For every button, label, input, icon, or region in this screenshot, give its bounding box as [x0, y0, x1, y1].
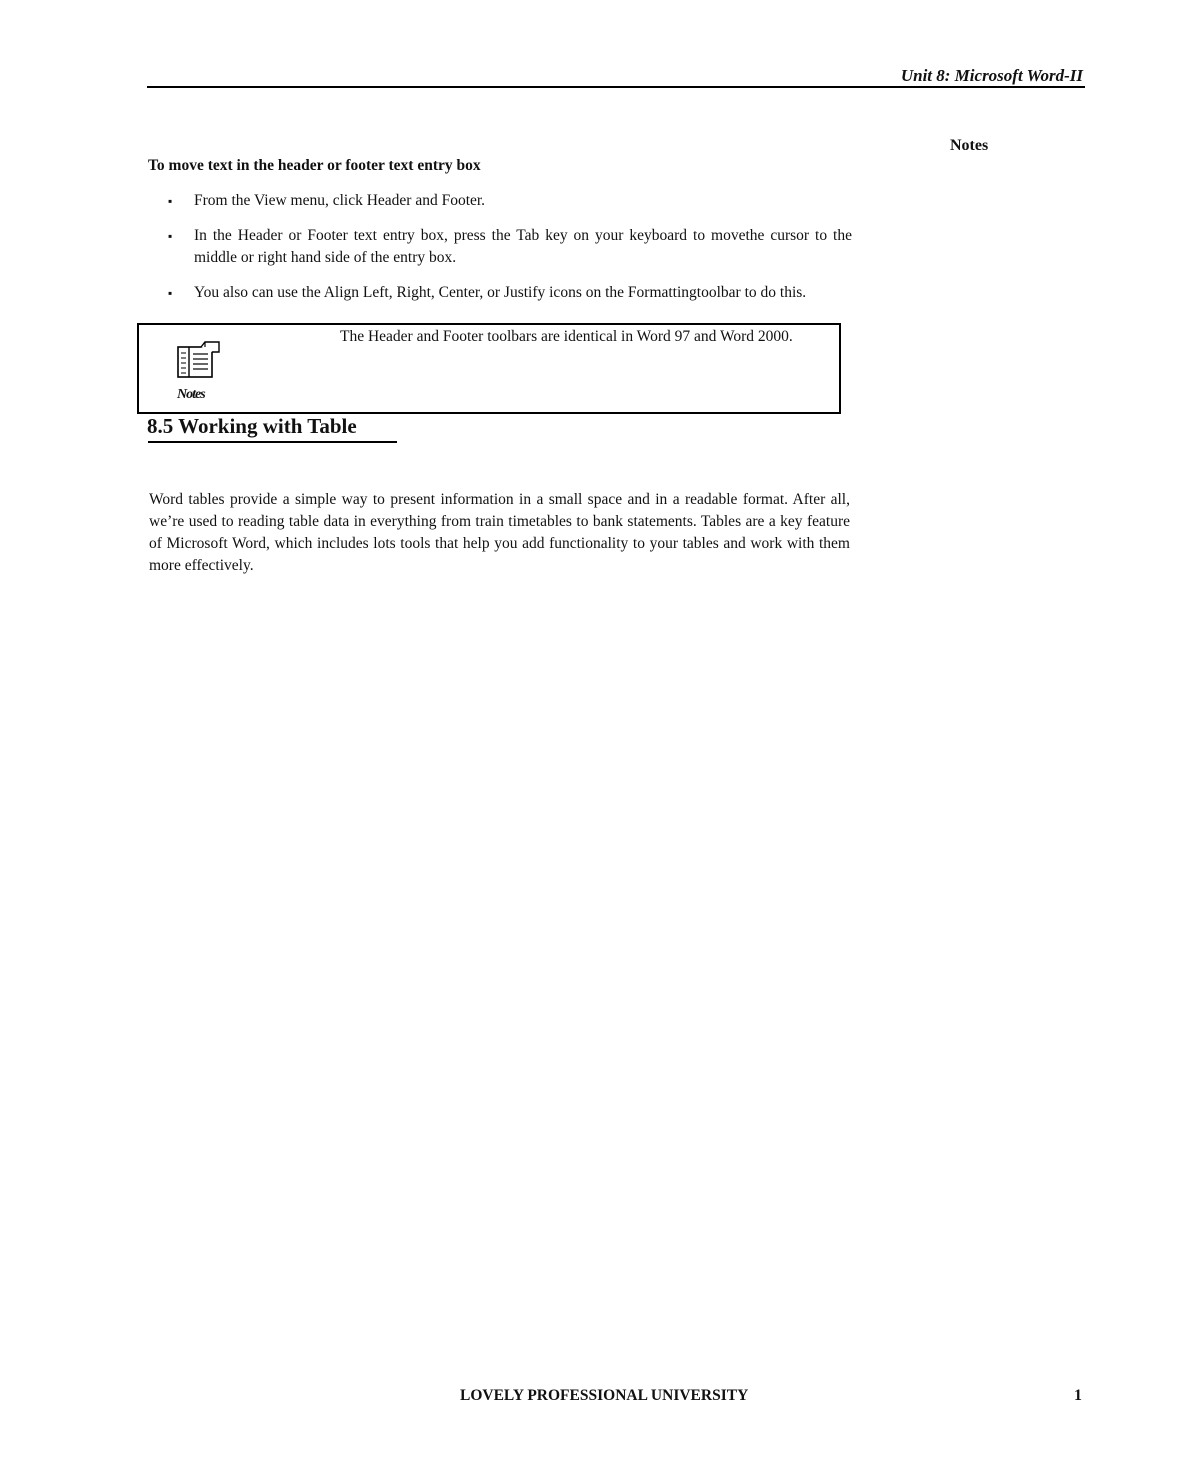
- note-icon-label: Notes: [177, 387, 205, 402]
- section-heading-underline: [148, 441, 397, 443]
- list-item: [168, 225, 852, 269]
- running-header-title: Unit 8: Microsoft Word-II: [900, 66, 1083, 85]
- square-bullet-icon: ▪: [168, 194, 173, 208]
- list-item-text: In the Header or Footer text entry box, press the Tab key on your keyboard to movethe cursor to the middle or right hand side of the entry box.: [194, 227, 852, 266]
- section-heading: 8.5 Working with Table: [147, 414, 357, 438]
- square-bullet-icon: ▪: [168, 286, 173, 300]
- margin-notes-label: Notes: [950, 137, 989, 154]
- list-item: [168, 190, 852, 212]
- note-text: The Header and Footer toolbars are identical in Word 97 and Word 2000.: [340, 328, 793, 345]
- notebook-icon: [175, 341, 221, 379]
- instructions-heading: To move text in the header or footer text entry box: [148, 157, 481, 174]
- page-number: 1: [1074, 1387, 1082, 1404]
- note-box: [137, 323, 841, 414]
- instructions-list: [168, 190, 852, 317]
- body-paragraph: Word tables provide a simple way to present information in a small space and in a readable format. After all, we’re used to reading table data in everything from train timetables to bank statements. Tables are a key feature of Microsoft Word, which includes lots tools that help you add functionality to your tables and work with them more effectively.: [149, 491, 850, 574]
- footer-university: LOVELY PROFESSIONAL UNIVERSITY: [460, 1387, 749, 1404]
- list-item: [168, 282, 852, 304]
- list-item-text: From the View menu, click Header and Footer.: [194, 192, 486, 209]
- list-item-text: You also can use the Align Left, Right, Center, or Justify icons on the Formattingtoolbar to do this.: [194, 284, 807, 301]
- header-rule: [147, 86, 1085, 88]
- square-bullet-icon: ▪: [168, 229, 173, 243]
